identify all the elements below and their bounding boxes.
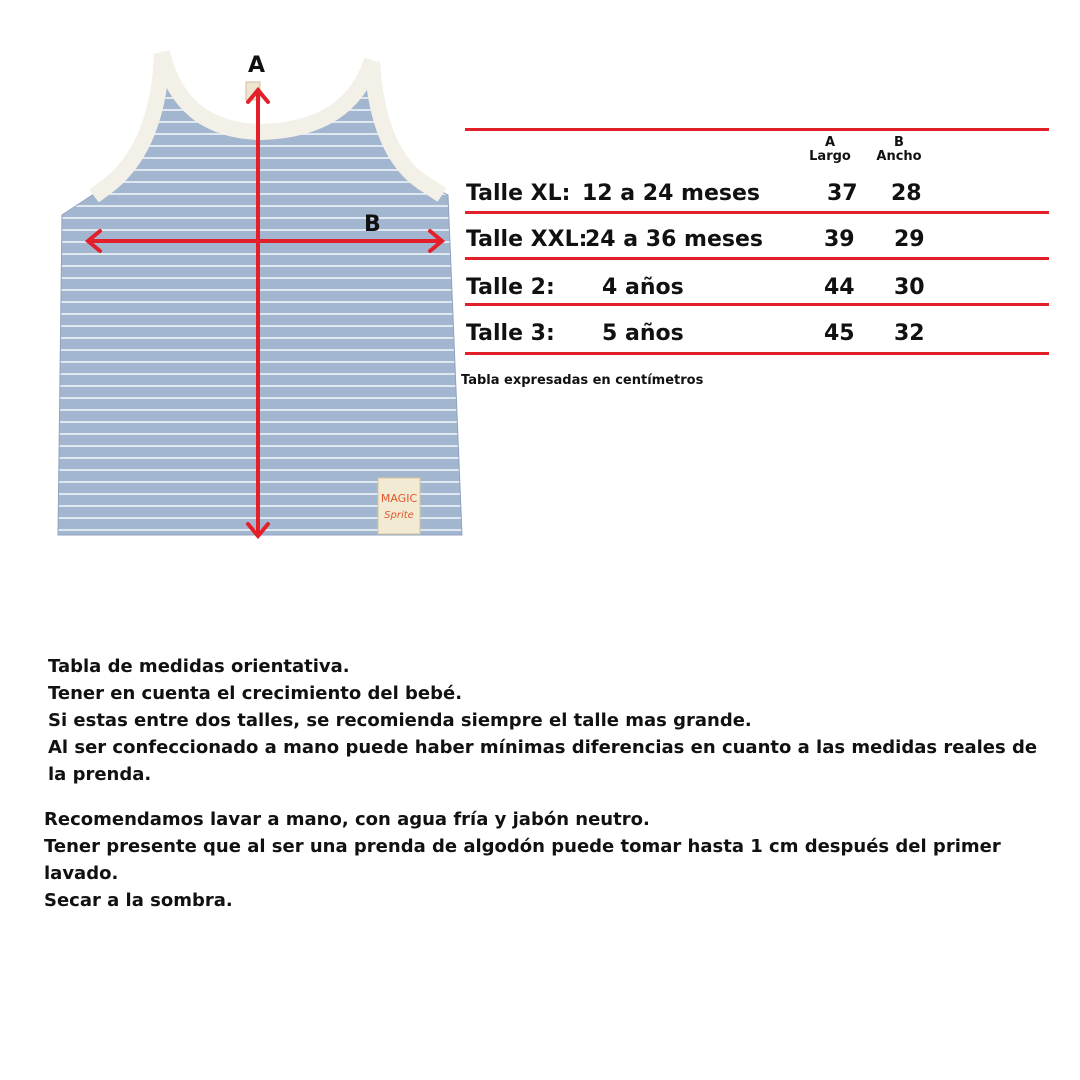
brand-tag-text-2: Sprite xyxy=(384,510,414,521)
row-2-largo: 39 xyxy=(824,227,855,252)
row-3-ancho: 30 xyxy=(894,275,925,300)
table-rule-bottom xyxy=(465,352,1049,355)
row-4-largo: 45 xyxy=(824,321,855,346)
sizing-note-2: Tener en cuenta el crecimiento del bebé. xyxy=(48,683,463,704)
table-rule-2 xyxy=(465,257,1049,260)
row-3-talle: Talle 2: xyxy=(466,275,555,300)
care-line-1: Recomendamos lavar a mano, con agua fría y jabón neutro. xyxy=(44,809,650,830)
care-instructions xyxy=(44,806,1004,914)
row-1-ancho: 28 xyxy=(891,181,922,206)
care-line-2: Tener presente que al ser una prenda de algodón puede tomar hasta 1 cm después del primer lavado. xyxy=(44,836,1001,884)
row-1-talle: Talle XL: xyxy=(466,181,571,206)
row-1-largo: 37 xyxy=(827,181,858,206)
row-3-edad: 4 años xyxy=(602,275,684,300)
sizing-note-1: Tabla de medidas orientativa. xyxy=(48,656,350,677)
brand-tag-text-1: MAGIC xyxy=(380,492,418,505)
row-4-edad: 5 años xyxy=(602,321,684,346)
table-rule-3 xyxy=(465,303,1049,306)
sizing-note-4: Al ser confeccionado a mano puede haber mínimas diferencias en cuanto a las medidas reales de la prenda. xyxy=(48,737,1038,785)
sizing-notes xyxy=(48,653,1048,788)
col-a-letter: A xyxy=(824,135,836,150)
label-a: A xyxy=(248,53,266,78)
col-a-label: Largo xyxy=(809,149,851,164)
table-units-note: Tabla expresadas en centímetros xyxy=(461,373,704,388)
row-2-talle: Talle XXL: xyxy=(466,227,588,252)
table-rule-1 xyxy=(465,211,1049,214)
row-4-talle: Talle 3: xyxy=(466,321,555,346)
table-rule-top xyxy=(465,128,1049,131)
label-b: B xyxy=(364,212,381,237)
size-table xyxy=(465,128,1049,358)
sizing-note-3: Si estas entre dos talles, se recomienda siempre el talle mas grande. xyxy=(48,710,752,731)
col-head-b xyxy=(871,136,927,164)
brand-tag xyxy=(378,478,420,534)
row-3-largo: 44 xyxy=(824,275,855,300)
row-2-edad: 24 a 36 meses xyxy=(585,227,764,252)
row-1-edad: 12 a 24 meses xyxy=(582,181,761,206)
care-line-3: Secar a la sombra. xyxy=(44,890,233,911)
garment-diagram xyxy=(50,40,470,550)
col-b-letter: B xyxy=(894,135,904,150)
row-4-ancho: 32 xyxy=(894,321,925,346)
col-b-label: Ancho xyxy=(876,149,922,164)
tank-top-illustration xyxy=(50,40,470,550)
row-2-ancho: 29 xyxy=(894,227,925,252)
col-head-a xyxy=(805,136,855,164)
